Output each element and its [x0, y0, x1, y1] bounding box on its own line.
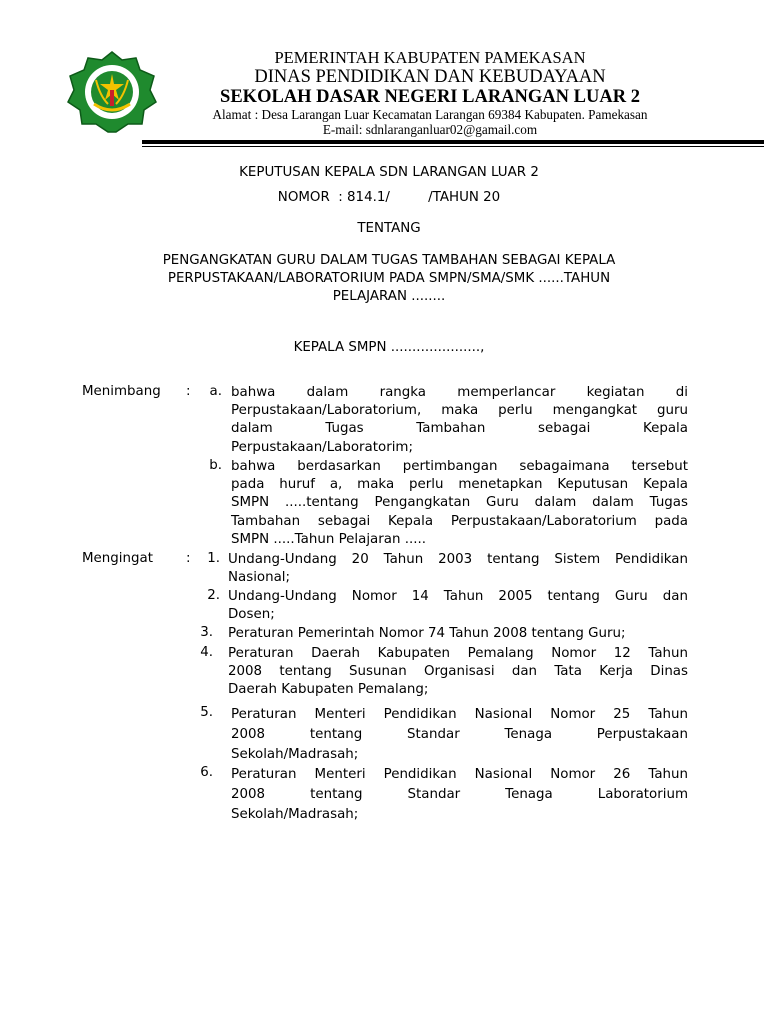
section-label-mengingat: Mengingat	[82, 551, 153, 566]
school-name: SEKOLAH DASAR NEGERI LARANGAN LUAR 2	[220, 87, 640, 107]
list-item-text: Peraturan Menteri Pendidikan Nasional Nomor 26 Tahun 2008 tentang Standar Tenaga Laboratorium Sekolah/Madrasah;	[231, 767, 688, 822]
section-colon: :	[186, 384, 191, 399]
school-email: E-mail: sdnlaranganluar02@gamail.com	[322, 122, 538, 137]
school-address: Alamat : Desa Larangan Luar Kecamatan Larangan 69384 Kabupaten. Pamekasan	[212, 107, 648, 122]
decree-subject-line: PELAJARAN ........	[332, 289, 446, 304]
list-marker: 3.	[200, 625, 213, 640]
list-item-text: bahwa berdasarkan pertimbangan sebagaimana tersebut pada huruf a, maka perlu menetapkan Keputusan Kepala SMPN .....tentang Pengangkatan Guru dalam dalam Tugas Tambahan sebagai Kepala Perpustakaan/Laboratorium pada SMPN .....Tahun Pelajaran .....	[231, 459, 688, 547]
list-marker: 2.	[207, 588, 220, 603]
letterhead-thin-rule	[142, 146, 764, 147]
decree-subject-line: PERPUSTAKAAN/LABORATORIUM PADA SMPN/SMA/SMK ......TAHUN	[167, 271, 611, 286]
decree-number: NOMOR : 814.1/ /TAHUN 20	[277, 190, 501, 205]
list-item-text: Peraturan Daerah Kabupaten Pemalang Nomor 12 Tahun 2008 tentang Susunan Organisasi dan Tata Kerja Dinas Daerah Kabupaten Pemalang;	[228, 646, 688, 698]
section-colon: :	[186, 551, 191, 566]
list-marker: a.	[209, 384, 222, 399]
list-item-text: Peraturan Pemerintah Nomor 74 Tahun 2008 tentang Guru;	[228, 626, 626, 641]
list-item-text: Undang-Undang Nomor 14 Tahun 2005 tentang Guru dan Dosen;	[228, 589, 688, 623]
decree-head: KEPALA SMPN .....................,	[293, 340, 485, 355]
list-marker: 4.	[200, 645, 213, 660]
list-item-text: bahwa dalam rangka memperlancar kegiatan di Perpustakaan/Laboratorium, maka perlu mengangkat guru dalam Tugas Tambahan sebagai Kepala Perpustakaan/Laboratorim;	[231, 385, 688, 455]
decree-about: TENTANG	[357, 221, 421, 236]
letterhead-thick-rule	[142, 140, 764, 144]
list-marker: 5.	[200, 705, 213, 720]
list-marker: 6.	[200, 765, 213, 780]
regency-emblem-logo	[64, 50, 160, 134]
agency-name: DINAS PENDIDIKAN DAN KEBUDAYAAN	[254, 67, 606, 87]
list-item-text: Undang-Undang 20 Tahun 2003 tentang Sistem Pendidikan Nasional;	[228, 552, 688, 586]
list-item-text: Peraturan Menteri Pendidikan Nasional Nomor 25 Tahun 2008 tentang Standar Tenaga Perpustakaan Sekolah/Madrasah;	[231, 707, 688, 762]
list-marker: b.	[209, 458, 222, 473]
decree-title: KEPUTUSAN KEPALA SDN LARANGAN LUAR 2	[239, 165, 539, 180]
list-marker: 1.	[207, 551, 220, 566]
section-label-menimbang: Menimbang	[82, 384, 161, 399]
emblem-icon	[64, 50, 160, 134]
government-name: PEMERINTAH KABUPATEN PAMEKASAN	[274, 48, 586, 67]
decree-subject-line: PENGANGKATAN GURU DALAM TUGAS TAMBAHAN SEBAGAI KEPALA	[162, 253, 616, 268]
